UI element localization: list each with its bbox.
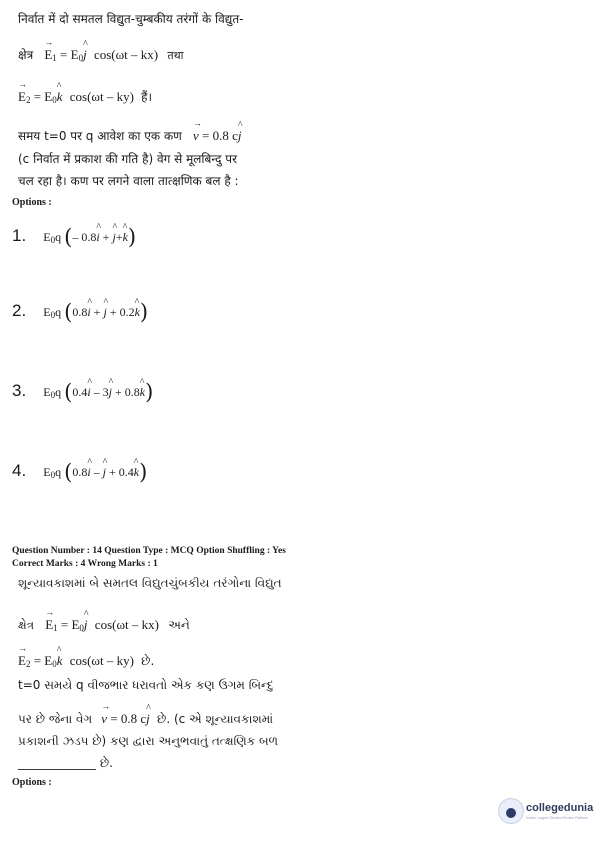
- option-4-expression: $E_0q$ (0.8^ i – ^ j + 0.4^ k): [43, 465, 147, 479]
- options-label: Options :: [12, 197, 52, 208]
- logo-tagline: India's Largest Student Review Platform: [526, 816, 589, 820]
- q14-line-7: _____________ છે.: [18, 756, 113, 770]
- q13-line-1: निर्वात में दो समतल विद्युत-चुम्बकीय तरंगों के विद्युत-: [18, 12, 244, 26]
- q13-e2-expression: → $E_2$ = $E_0\^{}$ k cos(ωt – ky): [18, 89, 137, 104]
- logo-name: collegedunia: [526, 802, 594, 814]
- q13-e1-expression: → $E_1$ = $E_0\^{}$ j cos(ωt – kx): [44, 47, 161, 62]
- q13-line-5: (c निर्वात में प्रकाश की गति है) वेग से मूलबिन्दु पर: [18, 152, 237, 166]
- q14-line-6: પ્રકાશની ઝડપ છે) કણ દ્વારા અનુભવાતું તત્ક્ષણિક બળ: [18, 734, 278, 748]
- q13-field-e1: [18, 44, 184, 63]
- option-2[interactable]: 2. $E_0q$ (0.8^ i + ^ j + 0.2^ k): [12, 300, 148, 324]
- q13-line-4: समय t=0 पर q आवेश का एक कण → v = 0.8 c^ j: [18, 125, 241, 144]
- q13-kshetra: क्षेत्र: [18, 48, 34, 62]
- q13-hain: हैं।: [141, 90, 153, 104]
- q14-line-4: t=0 સમયે q વીજભાર ધરાવતો એક કણ ઉગમ બિન્દુ: [18, 678, 274, 692]
- q13-tatha: तथा: [167, 49, 184, 62]
- q14-meta-line-2: Correct Marks : 4 Wrong Marks : 1: [12, 559, 158, 569]
- option-3[interactable]: 3. $E_0q$ (0.4^ i – 3^ j + 0.8^ k): [12, 380, 153, 404]
- option-2-expression: $E_0q$ (0.8^ i + ^ j + 0.2^ k): [43, 305, 148, 319]
- q13-field-e2: [18, 86, 152, 105]
- q14-line-5: પર છે જેના વેગ → v = 0.8 c^ j છે. (c એ શૂન્યાવકાશમાં: [18, 708, 273, 727]
- option-3-expression: $E_0q$ (0.4^ i – 3^ j + 0.8^ k): [43, 385, 153, 399]
- option-4[interactable]: 4. $E_0q$ (0.8^ i – ^ j + 0.4^ k): [12, 460, 147, 484]
- q13-line-6: चल रहा है। कण पर लगने वाला तात्क्षणिक बल है :: [18, 174, 239, 188]
- option-1-expression: $E_0q$ (– 0.8^ i + ^ j+^ k): [43, 230, 136, 244]
- logo-mascot-icon: [498, 798, 524, 824]
- q14-line-1: શૂન્યાવકાશમાં બે સમતલ વિદ્યુતચુંબકીય તરંગોના વિદ્યુત: [18, 576, 282, 590]
- q14-meta-line-1: Question Number : 14 Question Type : MCQ Option Shuffling : Yes: [12, 546, 286, 556]
- q14-options-label: Options :: [12, 777, 52, 788]
- option-1[interactable]: 1. $E_0q$ (– 0.8^ i + ^ j+^ k): [12, 225, 136, 249]
- collegedunia-logo: [498, 794, 594, 830]
- q14-field-e2: → $E_2$ = $E_0\^{}$ k cos(ωt – ky) છે.: [18, 650, 154, 669]
- q14-field-e1: ક્ષેત્ર → $E_1$ = $E_0\^{}$ j cos(ωt – kx) અને: [18, 614, 190, 633]
